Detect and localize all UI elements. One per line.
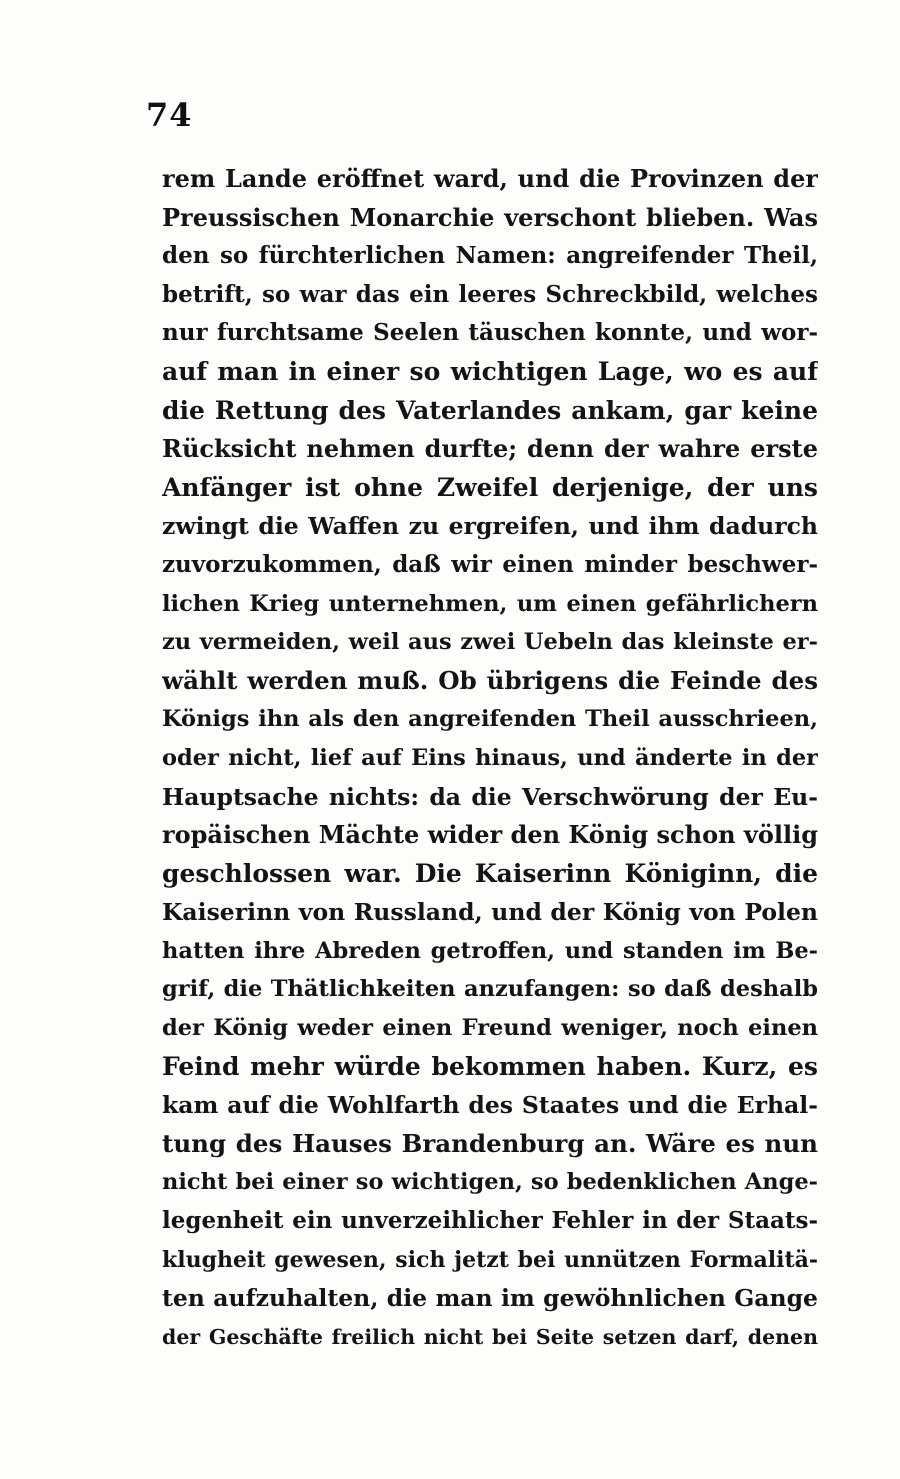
- text-line: hatten ihre Abreden getroffen, und standen im Be-: [162, 937, 818, 964]
- text-line: Anfänger ist ohne Zweifel derjenige, der uns: [162, 472, 818, 502]
- text-line: oder nicht, lief auf Eins hinaus, und änderte in der: [162, 744, 818, 771]
- text-line: zu vermeiden, weil aus zwei Uebeln das kleinste er-: [162, 629, 818, 656]
- text-line: auf man in einer so wichtigen Lage, wo es auf: [162, 356, 818, 386]
- text-line: zwingt die Waffen zu ergreifen, und ihm dadurch: [162, 512, 818, 541]
- text-line: ten aufzuhalten, die man im gewöhnlichen Gange: [162, 1284, 818, 1313]
- text-line: der Geschäfte freilich nicht bei Seite setzen darf, denen: [162, 1324, 818, 1349]
- text-line: Rücksicht nehmen durfte; denn der wahre erste: [162, 434, 818, 464]
- text-line: wählt werden muß. Ob übrigens die Feinde des: [162, 665, 818, 695]
- text-line: tung des Hauses Brandenburg an. Wäre es nun: [162, 1128, 818, 1158]
- text-line: klugheit gewesen, sich jetzt bei unnützen Formalitä-: [162, 1246, 818, 1273]
- text-line: Preussischen Monarchie verschont blieben. Was: [162, 202, 818, 232]
- text-line: Königs ihn als den angreifenden Theil ausschrieen,: [162, 706, 818, 733]
- text-line: lichen Krieg unternehmen, um einen gefährlichern: [162, 590, 818, 617]
- text-line: ropäischen Mächte wider den König schon völlig: [162, 820, 818, 850]
- text-line: legenheit ein unverzeihlicher Fehler in der Staats-: [162, 1207, 818, 1235]
- text-line: rem Lande eröffnet ward, und die Provinzen der: [162, 164, 818, 193]
- text-line: Feind mehr würde bekommen haben. Kurz, es: [162, 1051, 818, 1081]
- text-line: kam auf die Wohlfarth des Staates und die Erhal-: [162, 1091, 818, 1120]
- text-line: die Rettung des Vaterlandes ankam, gar keine: [162, 395, 818, 425]
- page-number: 74: [146, 96, 193, 134]
- text-line: der König weder einen Freund weniger, noch einen: [162, 1015, 818, 1042]
- text-line: grif, die Thätlichkeiten anzufangen: so daß deshalb: [162, 976, 818, 1003]
- text-line: geschlossen war. Die Kaiserinn Königinn, die: [162, 858, 818, 888]
- text-line: betrift, so war das ein leeres Schreckbild, welches: [162, 280, 818, 308]
- text-line: zuvorzukommen, daß wir einen minder beschwer-: [162, 550, 818, 578]
- text-line: Hauptsache nichts: da die Verschwörung der Eu-: [162, 782, 818, 811]
- body-text: [162, 160, 818, 1356]
- text-line: den so fürchterlichen Namen: angreifender Theil,: [162, 242, 818, 270]
- text-line: nicht bei einer so wichtigen, so bedenklichen Ange-: [162, 1169, 818, 1196]
- text-line: nur furchtsame Seelen täuschen konnte, und wor-: [162, 319, 818, 347]
- text-line: Kaiserinn von Russland, und der König von Polen: [162, 898, 818, 927]
